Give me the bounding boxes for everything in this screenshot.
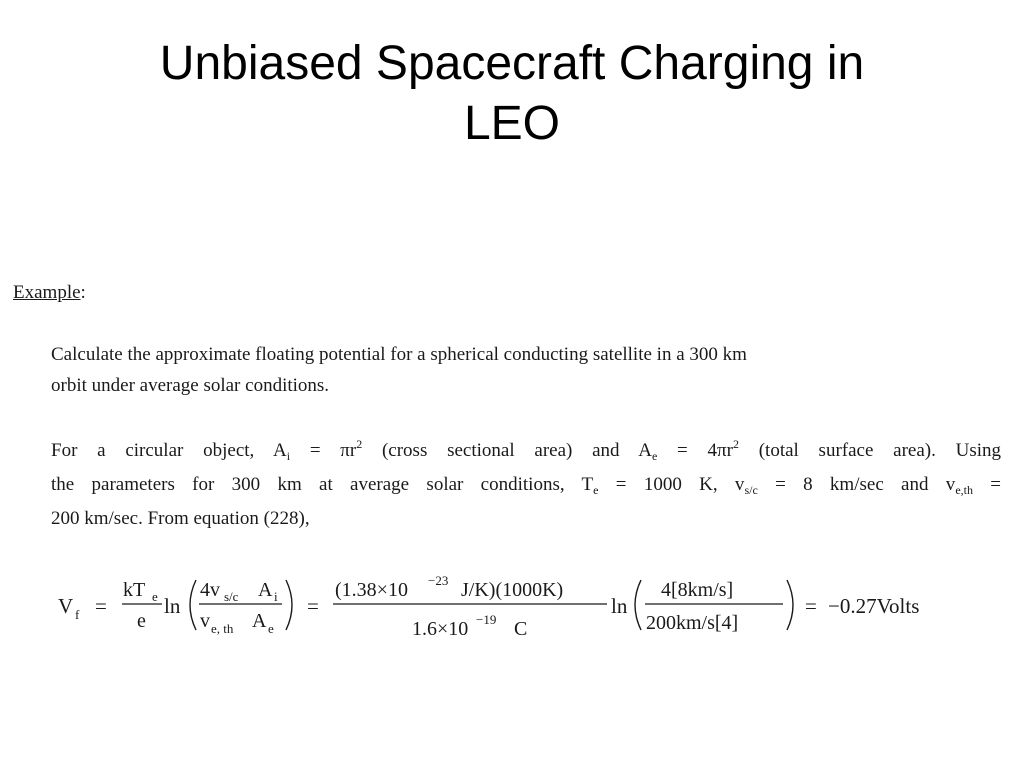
problem-line-2: orbit under average solar conditions. xyxy=(51,375,330,396)
eq-frac3-den-a: 1.6×10 xyxy=(412,618,469,640)
problem-line-1: Calculate the approximate floating potential for a spherical conducting satellite in a 300 km xyxy=(51,344,747,365)
eq-frac3-num-a: (1.38×10 xyxy=(335,579,408,601)
eq-frac3-den-b: C xyxy=(514,618,528,640)
eq-frac2-den-b: A xyxy=(252,610,267,632)
eq-frac2-den-sub1: e, th xyxy=(211,621,234,636)
parameters-line-3: 200 km/sec. From equation (228), xyxy=(51,508,310,529)
eq-paren-1-close xyxy=(286,580,292,630)
floating-potential-equation xyxy=(0,282,1024,682)
eq-frac2-den-sub2: e xyxy=(268,621,274,636)
eq-frac2-num-b: A xyxy=(258,579,273,601)
eq-result: −0.27Volts xyxy=(828,594,920,618)
eq-frac3-num-sup: −23 xyxy=(428,573,449,588)
eq-frac1-num: kT xyxy=(123,579,146,601)
slide-title-line-1: Unbiased Spacecraft Charging in xyxy=(159,37,865,90)
eq-lhs-sub: f xyxy=(75,607,80,622)
eq-frac2-num-sub2: i xyxy=(274,589,278,604)
eq-paren-1-open xyxy=(190,580,196,630)
slide-title-line-2: LEO xyxy=(463,97,561,150)
eq-paren-2-close xyxy=(787,580,793,630)
eq-paren-2-open xyxy=(635,580,641,630)
document-excerpt xyxy=(0,282,1024,682)
eq-equals-2: = xyxy=(307,594,319,618)
parameters-line-1: For a circular object, $A_i = \pi r^2$ (cross sectional area) and $A_e = 4\pi r^2$ (total surface area). Using xyxy=(51,437,1002,463)
eq-frac3-num-b: J/K)(1000K) xyxy=(461,579,564,601)
eq-frac4-num: 4[8km/s] xyxy=(661,579,734,601)
eq-equals-3: = xyxy=(805,594,817,618)
eq-frac2-num-sub1: s/c xyxy=(224,589,239,604)
eq-frac1-num-sub: e xyxy=(152,589,158,604)
eq-frac3-den-sup: −19 xyxy=(476,612,497,627)
eq-frac4-den: 200km/s[4] xyxy=(646,612,739,634)
eq-frac2-den-a: v xyxy=(200,610,210,632)
slide-title xyxy=(0,34,1024,154)
eq-equals-1: = xyxy=(95,594,107,618)
example-label: Example xyxy=(13,282,81,303)
eq-frac1-den: e xyxy=(137,610,146,632)
eq-ln-2: ln xyxy=(611,594,628,618)
eq-frac2-num-a: 4v xyxy=(200,579,220,601)
parameters-line-2: the parameters for 300 km at average solar conditions, $T_e = 1000$ K, $v_{s/c} = 8$ km/sec and $v_{e,th}$ = xyxy=(51,474,1002,497)
eq-lhs-v: V xyxy=(58,594,74,618)
example-colon: : xyxy=(80,282,86,303)
eq-ln-1: ln xyxy=(164,594,181,618)
